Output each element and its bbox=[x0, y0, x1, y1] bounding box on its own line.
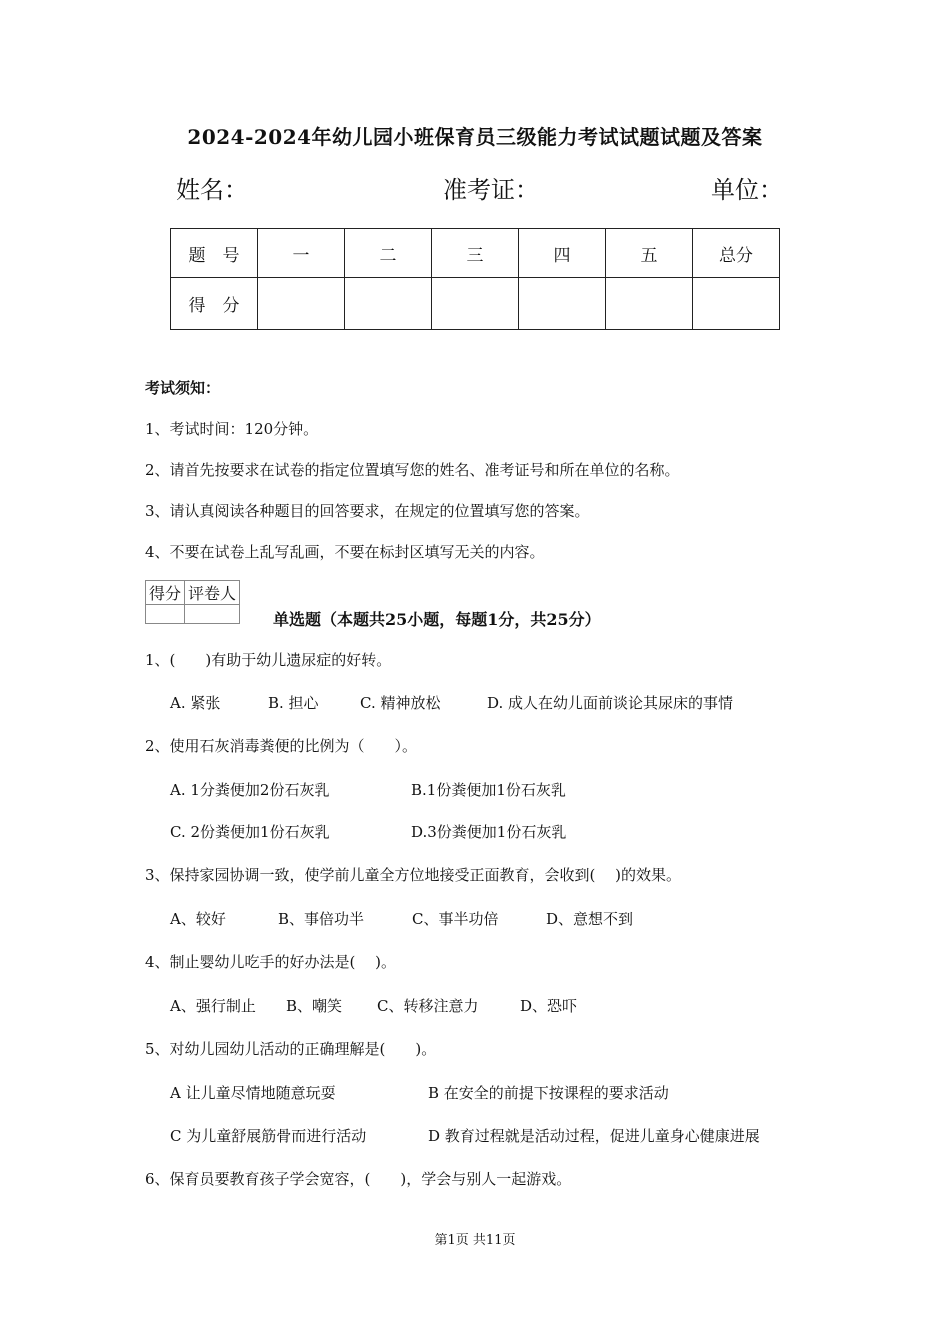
grader-box-score-label: 得分 bbox=[146, 581, 185, 605]
score-header-cell: 四 bbox=[519, 229, 606, 278]
score-table-score-row bbox=[171, 278, 780, 330]
question-option: B 在安全的前提下按课程的要求活动 bbox=[428, 1084, 669, 1102]
score-cell[interactable] bbox=[345, 278, 432, 330]
question-option: A、强行制止 bbox=[170, 997, 256, 1015]
question-option: C、事半功倍 bbox=[412, 910, 499, 928]
score-header-cell: 二 bbox=[345, 229, 432, 278]
score-table bbox=[170, 228, 780, 330]
score-cell[interactable] bbox=[606, 278, 693, 330]
page-footer: 第1页 共11页 bbox=[434, 1233, 516, 1248]
question-stem: 1、( )有助于幼儿遗尿症的好转。 bbox=[145, 651, 392, 669]
question-option: B、事倍功半 bbox=[278, 910, 365, 928]
score-header-cell: 一 bbox=[258, 229, 345, 278]
page-title: 2024-2024年幼儿园小班保育员三级能力考试试题试题及答案 bbox=[187, 125, 763, 149]
notice-item: 3、请认真阅读各种题目的回答要求，在规定的位置填写您的答案。 bbox=[145, 502, 590, 520]
unit-label: 单位： bbox=[711, 176, 783, 204]
question-option: B、嘲笑 bbox=[286, 997, 343, 1015]
question-stem: 3、保持家园协调一致，使学前儿童全方位地接受正面教育，会收到( )的效果。 bbox=[145, 866, 682, 884]
notice-item: 2、请首先按要求在试卷的指定位置填写您的姓名、准考证号和所在单位的名称。 bbox=[145, 461, 680, 479]
score-cell[interactable] bbox=[258, 278, 345, 330]
question-stem: 4、制止婴幼儿吃手的好办法是( )。 bbox=[145, 953, 397, 971]
score-cell[interactable] bbox=[432, 278, 519, 330]
score-table-header-row bbox=[171, 229, 780, 278]
score-cell[interactable] bbox=[693, 278, 780, 330]
question-option: C. 2份粪便加1份石灰乳 bbox=[170, 823, 330, 841]
notice-heading: 考试须知： bbox=[145, 379, 221, 397]
score-header-cell: 题 号 bbox=[171, 229, 258, 278]
question-option: D、意想不到 bbox=[546, 910, 634, 928]
grader-box bbox=[145, 580, 240, 624]
name-label: 姓名： bbox=[176, 176, 248, 204]
question-option: A 让儿童尽情地随意玩耍 bbox=[170, 1084, 336, 1102]
score-row-label: 得 分 bbox=[171, 278, 258, 330]
question-option: C. 精神放松 bbox=[360, 694, 441, 712]
exam-number-label: 准考证： bbox=[443, 176, 539, 204]
question-option: D 教育过程就是活动过程，促进儿童身心健康进展 bbox=[428, 1127, 760, 1145]
question-option: B. 担心 bbox=[268, 694, 319, 712]
question-option: D.3份粪便加1份石灰乳 bbox=[411, 823, 567, 841]
question-option: C、转移注意力 bbox=[377, 997, 479, 1015]
notice-item: 1、考试时间：120分钟。 bbox=[145, 420, 319, 438]
question-stem: 6、保育员要教育孩子学会宽容，( )，学会与别人一起游戏。 bbox=[145, 1170, 572, 1188]
notice-item: 4、不要在试卷上乱写乱画，不要在标封区填写无关的内容。 bbox=[145, 543, 545, 561]
score-header-cell: 五 bbox=[606, 229, 693, 278]
question-stem: 5、对幼儿园幼儿活动的正确理解是( )。 bbox=[145, 1040, 437, 1058]
question-option: D、恐吓 bbox=[520, 997, 578, 1015]
question-option: D. 成人在幼儿面前谈论其尿床的事情 bbox=[487, 694, 734, 712]
grader-box-score-cell[interactable] bbox=[146, 605, 185, 624]
question-option: A. 紧张 bbox=[170, 694, 221, 712]
grader-box-grader-label: 评卷人 bbox=[185, 581, 240, 605]
question-option: B.1份粪便加1份石灰乳 bbox=[411, 781, 566, 799]
question-option: A、较好 bbox=[170, 910, 226, 928]
section-title: 单选题（本题共25小题，每题1分，共25分） bbox=[273, 610, 601, 629]
question-option: A. 1分粪便加2份石灰乳 bbox=[170, 781, 330, 799]
score-header-cell: 总分 bbox=[693, 229, 780, 278]
score-cell[interactable] bbox=[519, 278, 606, 330]
grader-box-grader-cell[interactable] bbox=[185, 605, 240, 624]
question-option: C 为儿童舒展筋骨而进行活动 bbox=[170, 1127, 367, 1145]
score-header-cell: 三 bbox=[432, 229, 519, 278]
question-stem: 2、使用石灰消毒粪便的比例为（ ）。 bbox=[145, 737, 418, 755]
